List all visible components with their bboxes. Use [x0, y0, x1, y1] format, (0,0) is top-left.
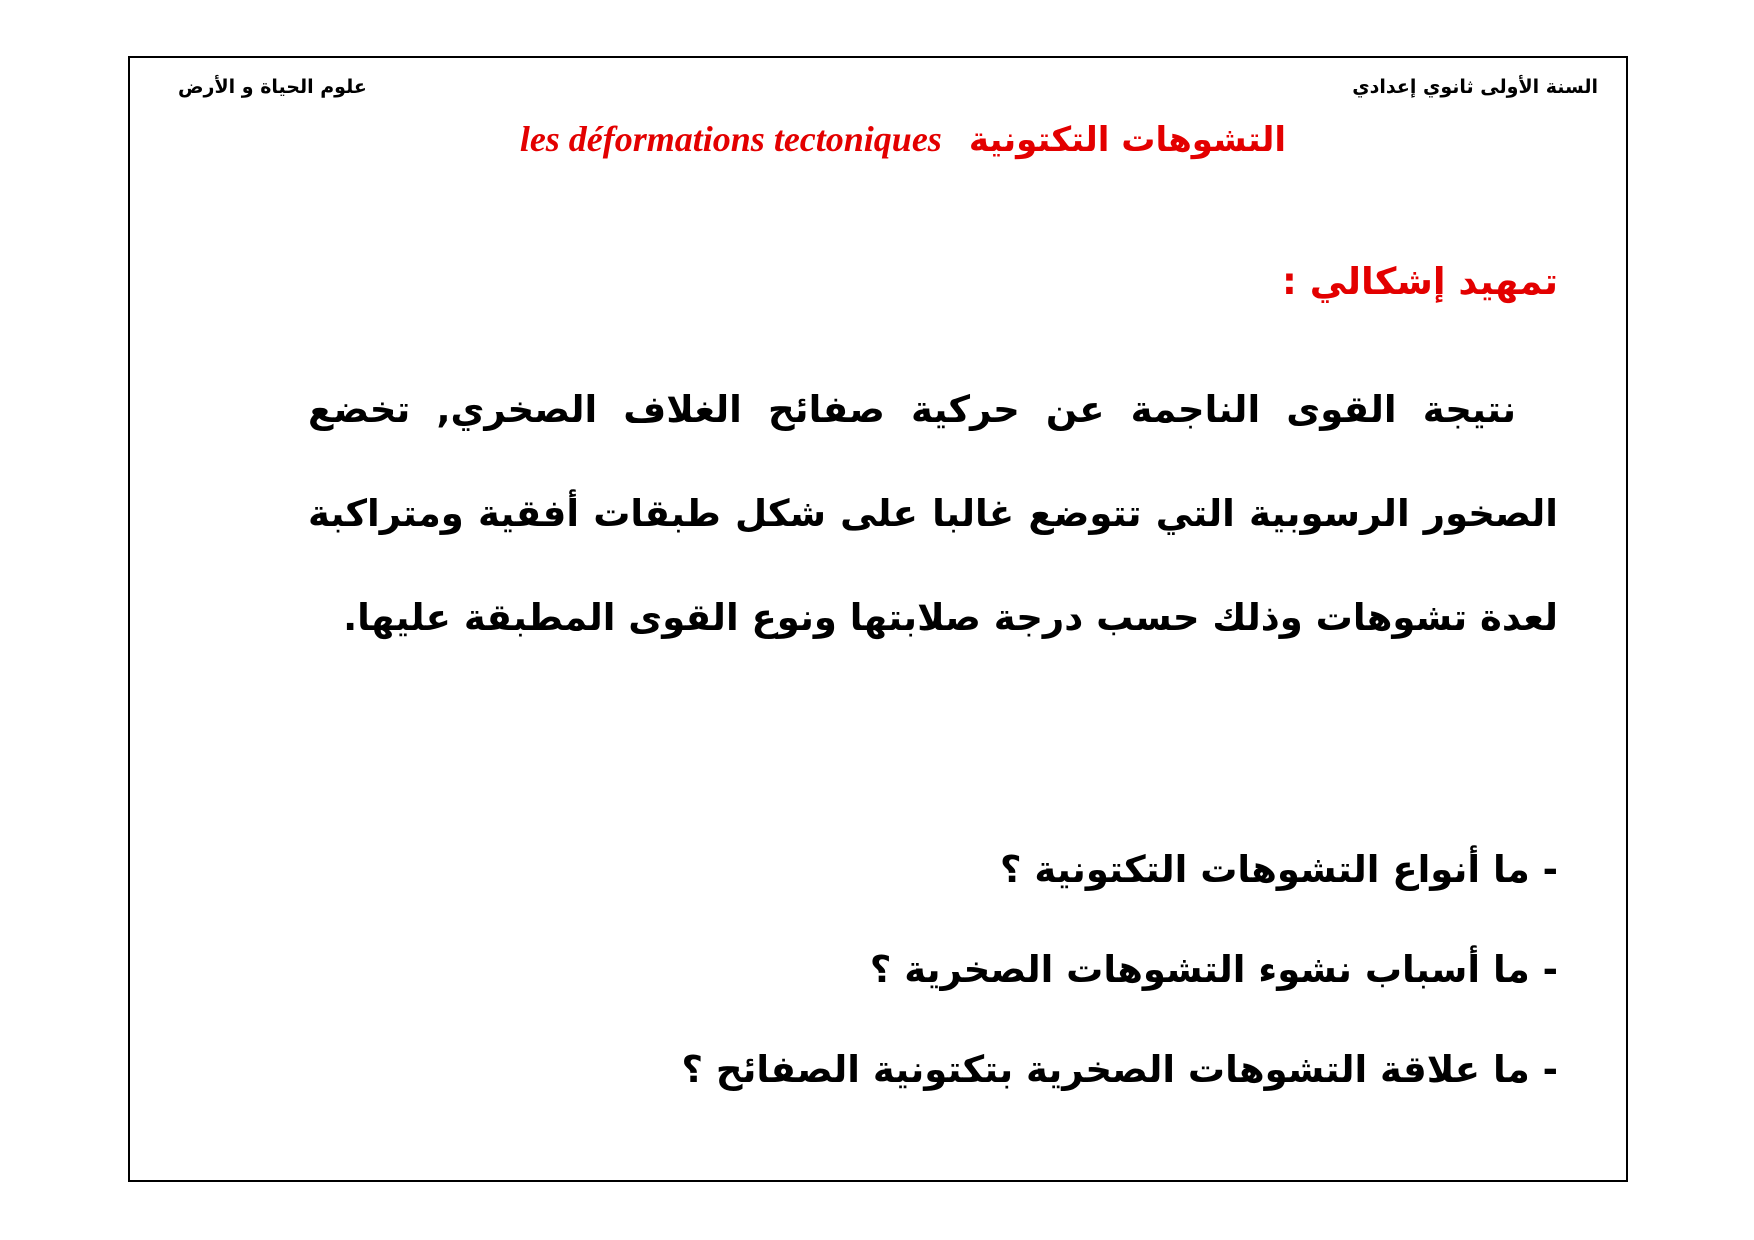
intro-heading: تمهيد إشكالي :	[1282, 260, 1558, 303]
lesson-title	[520, 118, 1286, 160]
lesson-title-french: les déformations tectoniques	[519, 119, 942, 159]
question-item: - ما أسباب نشوء التشوهات الصخرية ؟	[869, 948, 1558, 991]
intro-paragraph-text: نتيجة القوى الناجمة عن حركية صفائح الغلاف الصخري, تخضع الصخور الرسوبية التي تتوضع غالبا على شكل طبقات أفقية ومتراكبة لعدة تشوهات وذلك حسب درجة صلابتها ونوع القوى المطبقة عليها.	[308, 388, 1558, 639]
header-level: السنة الأولى ثانوي إعدادي	[1352, 76, 1598, 98]
header-subject: علوم الحياة و الأرض	[178, 76, 367, 98]
questions-list	[682, 840, 1559, 1140]
question-item: - ما علاقة التشوهات الصخرية بتكتونية الصفائح ؟	[681, 1048, 1558, 1091]
question-item: - ما أنواع التشوهات التكتونية ؟	[1000, 848, 1558, 891]
lesson-title-arabic: التشوهات التكتونية	[968, 120, 1286, 160]
intro-paragraph	[308, 358, 1558, 670]
